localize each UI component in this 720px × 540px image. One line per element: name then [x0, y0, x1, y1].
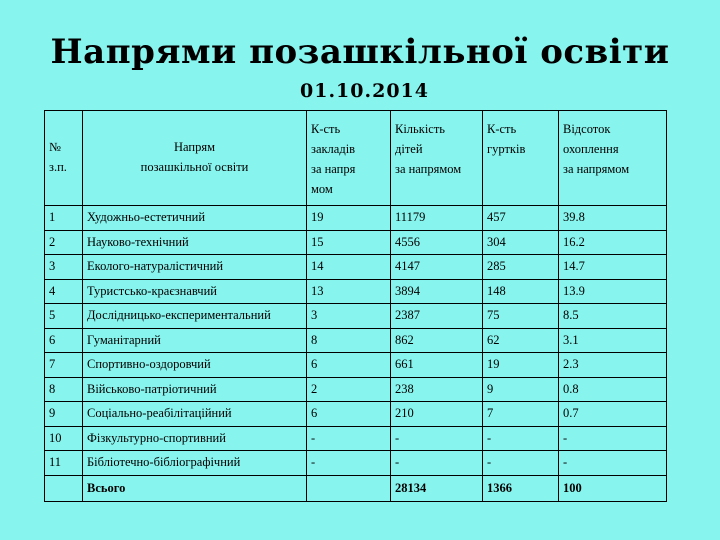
- row-name: Науково-технічний: [83, 230, 307, 255]
- row-children: 4556: [391, 230, 483, 255]
- header-percent-line: охоплення: [563, 142, 619, 156]
- header-percent-line: за напрямом: [563, 162, 630, 176]
- date-subtitle: 01.10.2014: [300, 80, 429, 102]
- row-groups: 457: [483, 206, 559, 231]
- row-children: 3894: [391, 279, 483, 304]
- row-name: Дослідницько-експериментальний: [83, 304, 307, 329]
- row-name: Соціально-реабілітаційний: [83, 402, 307, 427]
- row-children: -: [391, 426, 483, 451]
- total-schools: [307, 475, 391, 501]
- row-name: Військово-патріотичний: [83, 377, 307, 402]
- row-num: 1: [45, 206, 83, 231]
- header-schools-line: закладів: [311, 142, 356, 156]
- row-groups: 304: [483, 230, 559, 255]
- row-schools: 6: [307, 353, 391, 378]
- total-percent: 100: [559, 475, 667, 501]
- row-groups: 7: [483, 402, 559, 427]
- table-row: [45, 402, 667, 427]
- row-percent: -: [559, 426, 667, 451]
- row-children: 661: [391, 353, 483, 378]
- header-children-line: Кількість: [395, 122, 446, 136]
- row-children: 210: [391, 402, 483, 427]
- row-num: 11: [45, 451, 83, 476]
- row-num: 4: [45, 279, 83, 304]
- row-schools: 15: [307, 230, 391, 255]
- header-children-line: за напрямом: [395, 162, 462, 176]
- row-name: Еколого-натуралістичний: [83, 255, 307, 280]
- row-groups: 75: [483, 304, 559, 329]
- row-percent: 13.9: [559, 279, 667, 304]
- row-schools: 14: [307, 255, 391, 280]
- total-row: [45, 475, 667, 501]
- row-children: 4147: [391, 255, 483, 280]
- total-children: 28134: [391, 475, 483, 501]
- row-schools: 3: [307, 304, 391, 329]
- row-name: Гуманітарний: [83, 328, 307, 353]
- row-name: Туристсько-краєзнавчий: [83, 279, 307, 304]
- row-groups: 285: [483, 255, 559, 280]
- row-groups: -: [483, 451, 559, 476]
- row-groups: 148: [483, 279, 559, 304]
- row-percent: 16.2: [559, 230, 667, 255]
- row-schools: -: [307, 426, 391, 451]
- table-row: [45, 377, 667, 402]
- header-percent-line: Відсоток: [563, 122, 611, 136]
- row-schools: 8: [307, 328, 391, 353]
- table-row: [45, 255, 667, 280]
- row-name: Спортивно-оздоровчий: [83, 353, 307, 378]
- header-num-line: з.п.: [49, 160, 67, 174]
- header-percent: [559, 111, 667, 206]
- row-percent: 0.8: [559, 377, 667, 402]
- row-percent: 8.5: [559, 304, 667, 329]
- row-percent: 14.7: [559, 255, 667, 280]
- row-num: 7: [45, 353, 83, 378]
- row-percent: 0.7: [559, 402, 667, 427]
- table-header-row: [45, 111, 667, 206]
- page-title: Напрями позашкільної освіти: [50, 32, 670, 72]
- row-schools: 2: [307, 377, 391, 402]
- table-row: [45, 304, 667, 329]
- row-schools: 19: [307, 206, 391, 231]
- row-children: -: [391, 451, 483, 476]
- row-num: 3: [45, 255, 83, 280]
- row-name: Художньо-естетичний: [83, 206, 307, 231]
- header-schools: [307, 111, 391, 206]
- row-groups: -: [483, 426, 559, 451]
- row-percent: 39.8: [559, 206, 667, 231]
- table-row: [45, 279, 667, 304]
- table-row: [45, 230, 667, 255]
- row-children: 238: [391, 377, 483, 402]
- header-schools-line: К-сть: [311, 122, 341, 136]
- row-children: 862: [391, 328, 483, 353]
- row-num: 5: [45, 304, 83, 329]
- row-schools: 13: [307, 279, 391, 304]
- header-groups: [483, 111, 559, 206]
- table-row: [45, 451, 667, 476]
- row-num: 2: [45, 230, 83, 255]
- header-schools-line: за напря: [311, 162, 356, 176]
- row-groups: 62: [483, 328, 559, 353]
- row-percent: -: [559, 451, 667, 476]
- row-percent: 2.3: [559, 353, 667, 378]
- table-row: [45, 426, 667, 451]
- header-direction: [83, 111, 307, 206]
- header-num-line: №: [49, 140, 61, 154]
- row-percent: 3.1: [559, 328, 667, 353]
- header-children-line: дітей: [395, 142, 423, 156]
- header-schools-line: мом: [311, 182, 333, 196]
- row-groups: 19: [483, 353, 559, 378]
- header-num: [45, 111, 83, 206]
- row-name: Бібліотечно-бібліографічний: [83, 451, 307, 476]
- row-schools: -: [307, 451, 391, 476]
- row-num: 6: [45, 328, 83, 353]
- header-groups-line: К-сть: [487, 122, 517, 136]
- row-groups: 9: [483, 377, 559, 402]
- header-groups-line: гуртків: [487, 142, 526, 156]
- header-children: [391, 111, 483, 206]
- table-row: [45, 353, 667, 378]
- row-children: 11179: [391, 206, 483, 231]
- education-directions-table: [44, 110, 667, 502]
- header-direction-line: позашкільної освіти: [140, 160, 249, 174]
- row-num: 8: [45, 377, 83, 402]
- total-num-cell: [45, 475, 83, 501]
- row-name: Фізкультурно-спортивний: [83, 426, 307, 451]
- row-num: 10: [45, 426, 83, 451]
- row-children: 2387: [391, 304, 483, 329]
- header-direction-line: Напрям: [173, 140, 215, 154]
- row-schools: 6: [307, 402, 391, 427]
- table-row: [45, 328, 667, 353]
- total-groups: 1366: [483, 475, 559, 501]
- total-label: Всього: [83, 475, 307, 501]
- row-num: 9: [45, 402, 83, 427]
- table-row: [45, 206, 667, 231]
